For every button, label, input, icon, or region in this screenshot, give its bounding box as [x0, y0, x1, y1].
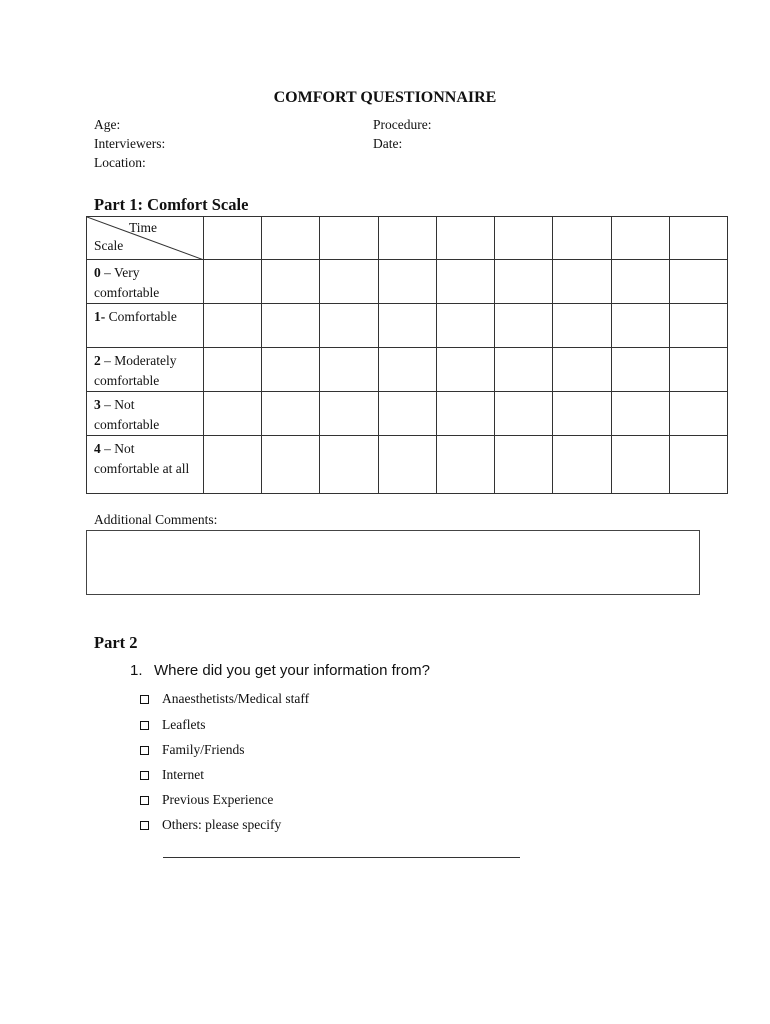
rating-cell[interactable]	[204, 436, 262, 494]
rating-cell[interactable]	[378, 260, 436, 304]
rating-cell[interactable]	[320, 348, 378, 392]
procedure-field: Procedure:	[373, 117, 432, 132]
question-1	[130, 662, 430, 679]
rating-cell[interactable]	[262, 304, 320, 348]
rating-cell[interactable]	[262, 348, 320, 392]
time-header-cell[interactable]	[204, 217, 262, 260]
option-label: Family/Friends	[162, 742, 245, 757]
rating-cell[interactable]	[611, 260, 669, 304]
table-row	[87, 436, 728, 494]
option-item[interactable]	[140, 767, 204, 783]
interviewers-field: Interviewers:	[94, 136, 166, 151]
rating-cell[interactable]	[262, 392, 320, 436]
scale-num: 1-	[94, 309, 106, 324]
rating-cell[interactable]	[611, 304, 669, 348]
scale-label-2	[87, 348, 204, 392]
rating-cell[interactable]	[495, 392, 553, 436]
time-header-cell[interactable]	[378, 217, 436, 260]
rating-cell[interactable]	[320, 392, 378, 436]
rating-cell[interactable]	[611, 348, 669, 392]
rating-cell[interactable]	[669, 304, 727, 348]
age-field: Age:	[94, 117, 121, 132]
rating-cell[interactable]	[669, 260, 727, 304]
rating-cell[interactable]	[204, 392, 262, 436]
rating-cell[interactable]	[553, 436, 611, 494]
rating-cell[interactable]	[262, 260, 320, 304]
option-label: Anaesthetists/Medical staff	[162, 691, 310, 706]
option-label: Others: please specify	[162, 817, 282, 832]
rating-cell[interactable]	[320, 304, 378, 348]
rating-cell[interactable]	[204, 348, 262, 392]
rating-cell[interactable]	[436, 392, 494, 436]
checkbox-icon[interactable]	[140, 721, 149, 730]
rating-cell[interactable]	[669, 436, 727, 494]
scale-num: 0	[94, 265, 101, 280]
scale-text: Comfortable	[105, 309, 177, 324]
rating-cell[interactable]	[436, 260, 494, 304]
table-row	[87, 348, 728, 392]
location-field: Location:	[94, 155, 146, 170]
specify-answer-line[interactable]	[163, 857, 520, 858]
scale-text: – Very comfortable	[94, 265, 160, 300]
table-row	[87, 260, 728, 304]
rating-cell[interactable]	[611, 392, 669, 436]
scale-num: 3	[94, 397, 101, 412]
scale-text: – Moderately comfortable	[94, 353, 177, 388]
question-number: 1.	[130, 662, 143, 679]
time-header-cell[interactable]	[611, 217, 669, 260]
time-header-cell[interactable]	[553, 217, 611, 260]
rating-cell[interactable]	[378, 392, 436, 436]
option-item[interactable]	[140, 717, 205, 733]
rating-cell[interactable]	[320, 436, 378, 494]
scale-num: 2	[94, 353, 101, 368]
time-header-cell[interactable]	[436, 217, 494, 260]
date-field: Date:	[373, 136, 403, 151]
table-row	[87, 392, 728, 436]
rating-cell[interactable]	[262, 436, 320, 494]
checkbox-icon[interactable]	[140, 695, 149, 704]
comments-textbox[interactable]	[86, 530, 700, 595]
rating-cell[interactable]	[495, 348, 553, 392]
rating-cell[interactable]	[378, 304, 436, 348]
rating-cell[interactable]	[378, 348, 436, 392]
option-item[interactable]	[140, 792, 273, 808]
rating-cell[interactable]	[553, 260, 611, 304]
table-header-diagonal	[87, 217, 204, 260]
checkbox-icon[interactable]	[140, 746, 149, 755]
rating-cell[interactable]	[495, 304, 553, 348]
scale-text: – Not comfortable	[94, 397, 160, 432]
option-item[interactable]	[140, 742, 245, 758]
scale-label-3	[87, 392, 204, 436]
option-label: Leaflets	[162, 717, 206, 732]
time-header-cell[interactable]	[262, 217, 320, 260]
scale-num: 4	[94, 441, 101, 456]
scale-label-1	[87, 304, 204, 348]
time-header-cell[interactable]	[495, 217, 553, 260]
rating-cell[interactable]	[436, 348, 494, 392]
rating-cell[interactable]	[553, 348, 611, 392]
rating-cell[interactable]	[611, 436, 669, 494]
table-row	[87, 304, 728, 348]
checkbox-icon[interactable]	[140, 821, 149, 830]
time-header-cell[interactable]	[669, 217, 727, 260]
time-header-cell[interactable]	[320, 217, 378, 260]
rating-cell[interactable]	[669, 392, 727, 436]
rating-cell[interactable]	[436, 304, 494, 348]
rating-cell[interactable]	[553, 304, 611, 348]
part2-heading: Part 2	[94, 633, 138, 652]
question-text: Where did you get your information from?	[154, 662, 430, 679]
comfort-scale-table	[86, 216, 728, 494]
part1-heading: Part 1: Comfort Scale	[94, 195, 249, 214]
option-item[interactable]	[140, 817, 281, 833]
checkbox-icon[interactable]	[140, 796, 149, 805]
rating-cell[interactable]	[495, 436, 553, 494]
comments-label: Additional Comments:	[94, 512, 218, 527]
scale-text: – Not comfortable at all	[94, 441, 190, 476]
option-label: Internet	[162, 767, 204, 782]
scale-label-0	[87, 260, 204, 304]
rating-cell[interactable]	[204, 304, 262, 348]
option-label: Previous Experience	[162, 792, 274, 807]
rating-cell[interactable]	[495, 260, 553, 304]
rating-cell[interactable]	[204, 260, 262, 304]
page-title: COMFORT QUESTIONNAIRE	[273, 89, 497, 106]
rating-cell[interactable]	[436, 436, 494, 494]
rating-cell[interactable]	[378, 436, 436, 494]
rating-cell[interactable]	[553, 392, 611, 436]
rating-cell[interactable]	[320, 260, 378, 304]
option-item[interactable]	[140, 691, 309, 707]
rating-cell[interactable]	[669, 348, 727, 392]
time-header-label: Time	[129, 220, 158, 235]
checkbox-icon[interactable]	[140, 771, 149, 780]
scale-label-4	[87, 436, 204, 494]
scale-header-label: Scale	[94, 238, 124, 253]
